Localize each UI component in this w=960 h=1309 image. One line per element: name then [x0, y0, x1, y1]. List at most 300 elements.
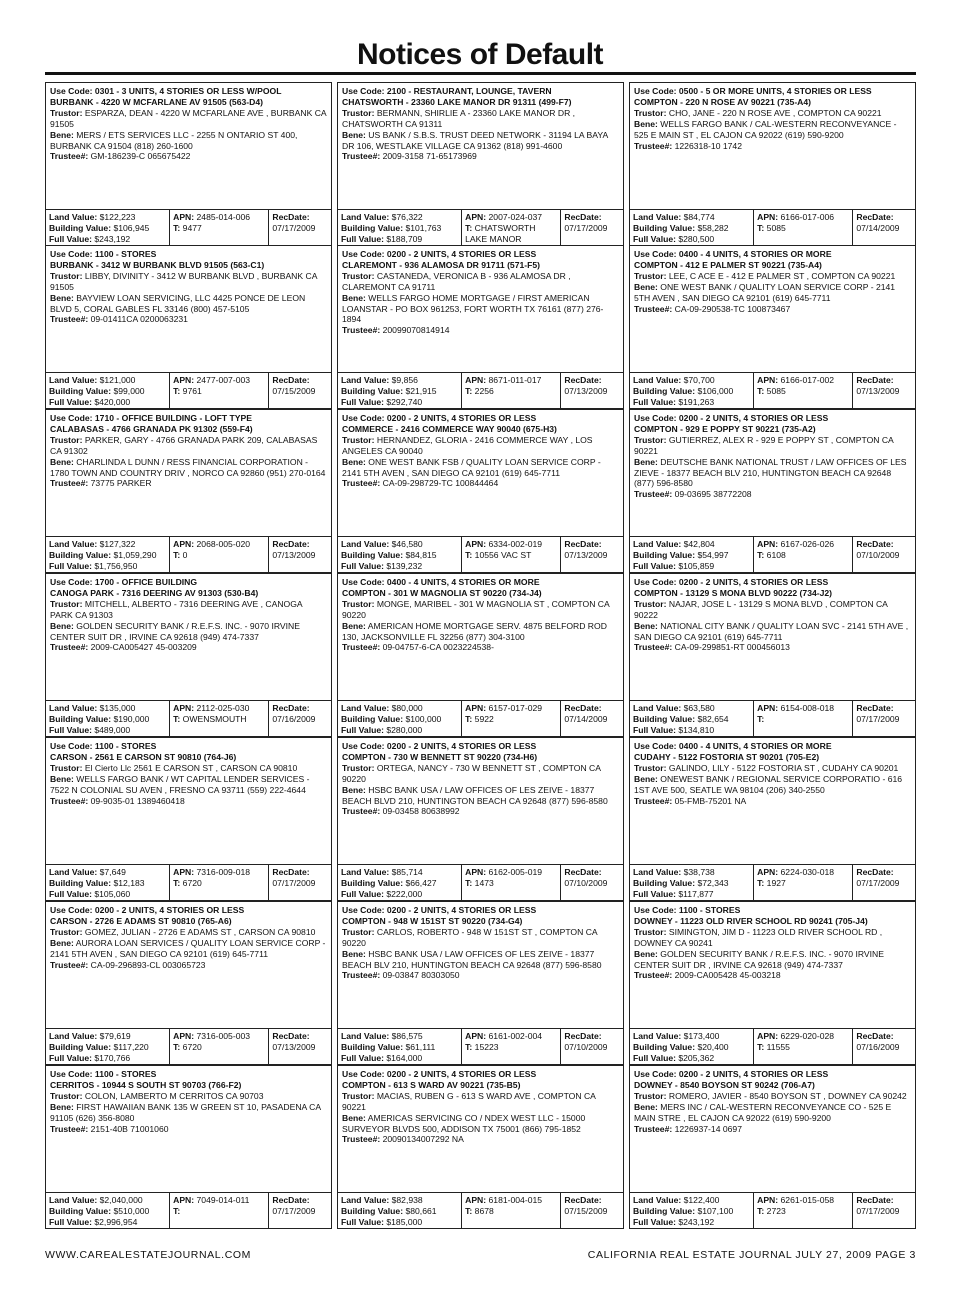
- notice-block: [45, 409, 332, 573]
- recdate-value: 07/17/2009: [856, 1205, 900, 1216]
- values-row: [46, 700, 331, 736]
- trustor-value: GOMEZ, JULIAN - 2726 E ADAMS ST , CARSON CA 90810: [82, 926, 316, 937]
- recdate-value: 07/10/2009: [856, 549, 900, 560]
- land-value-label: Land Value:: [49, 703, 98, 713]
- land-value-label: Land Value:: [49, 539, 98, 549]
- trustor-label: Trustor:: [50, 598, 83, 609]
- bene-value: BAYVIEW LOAN SERVICING, LLC 4425 PONCE DE LEON BLVD 5, CORAL GABLES FL 33146 (800) 457-5105: [50, 292, 306, 314]
- use-code: Use Code: 0400 - 4 UNITS, 4 STORIES OR MORE: [342, 577, 540, 587]
- building-value-label: Building Value:: [49, 1205, 112, 1216]
- trustee-label: Trustee#:: [634, 970, 673, 981]
- use-code: Use Code: 2100 - RESTAURANT, LOUNGE, TAVERN: [342, 86, 552, 96]
- t-label: T:: [757, 1041, 765, 1052]
- t-value: 2723: [764, 1205, 786, 1216]
- full-value: $191,263: [675, 396, 715, 407]
- notice-block: [629, 901, 916, 1065]
- trustee-label: Trustee#:: [634, 303, 673, 314]
- bene-value: FIRST HAWAIIAN BANK 135 W GREEN ST 10, PASADENA CA 91105 (626) 356-8080: [50, 1101, 321, 1123]
- t-label: T:: [173, 222, 181, 233]
- land-value: $79,619: [97, 1031, 131, 1041]
- full-value: $292,740: [383, 396, 423, 407]
- land-value: $63,580: [681, 703, 715, 713]
- apn-label: APN:: [465, 212, 487, 222]
- values-row: [46, 536, 331, 572]
- values-row: [630, 1028, 915, 1064]
- recdate-value: 07/16/2009: [272, 713, 316, 724]
- t-value: 5085: [764, 385, 786, 396]
- trustee-label: Trustee#:: [634, 489, 673, 500]
- t-label: T:: [173, 1205, 181, 1216]
- bene-value: NATIONAL CITY BANK / QUALITY LOAN SVC - 2141 5TH AVE , SAN DIEGO CA 92101 (619) 645-7711: [634, 620, 909, 642]
- notice-block: [629, 573, 916, 737]
- land-value: $9,856: [389, 375, 418, 385]
- full-value-label: Full Value:: [341, 1216, 384, 1227]
- building-value: $84,815: [403, 549, 437, 560]
- land-value-label: Land Value:: [341, 212, 390, 222]
- property-address: COMMERCE - 2416 COMMERCE WAY 90040 (675-H3): [342, 423, 557, 434]
- trustee-value: 2009-3158 71-65173969: [380, 151, 477, 162]
- bene-label: Bene:: [634, 948, 658, 959]
- building-value: $82,654: [695, 713, 729, 724]
- bene-label: Bene:: [342, 292, 366, 303]
- notice-block: [337, 901, 624, 1065]
- apn-label: APN:: [173, 375, 195, 385]
- trustee-value: 09-04757-6-CA 0023224538-: [380, 642, 494, 653]
- trustor-value: SIMINGTON, JIM D - 11223 OLD RIVER SCHOOL RD , DOWNEY CA 90241: [634, 926, 883, 948]
- apn-label: APN:: [757, 375, 779, 385]
- land-value: $122,223: [97, 212, 136, 222]
- building-value-label: Building Value:: [49, 549, 112, 560]
- trustor-label: Trustor:: [50, 762, 83, 773]
- apn-label: APN:: [757, 703, 779, 713]
- bene-value: ONE WEST BANK FSB / QUALITY LOAN SERVICE CORP - 2141 5TH AVEN , SAN DIEGO CA 92101 (619) 645-7711: [342, 456, 601, 478]
- bene-label: Bene:: [50, 456, 74, 467]
- building-value-label: Building Value:: [633, 1041, 696, 1052]
- notice-block: [337, 737, 624, 901]
- apn-value: 6229-020-028: [778, 1031, 835, 1041]
- apn-label: APN:: [173, 1195, 195, 1205]
- apn-value: 6334-002-019: [486, 539, 543, 549]
- building-value: $72,343: [695, 877, 729, 888]
- full-value-label: Full Value:: [633, 724, 676, 735]
- apn-label: APN:: [465, 1031, 487, 1041]
- recdate-label: RecDate:: [564, 212, 602, 222]
- land-value: $42,804: [681, 539, 715, 549]
- trustor-label: Trustor:: [50, 434, 83, 445]
- trustor-label: Trustor:: [634, 762, 667, 773]
- bene-label: Bene:: [342, 948, 366, 959]
- use-code: Use Code: 1710 - OFFICE BUILDING - LOFT TYPE: [50, 413, 252, 423]
- trustee-value: CA-09-296893-CL 003065723: [88, 959, 206, 970]
- trustee-value: 2009-CA005427 45-003209: [88, 642, 197, 653]
- notice-block: [629, 737, 916, 901]
- t-label: T:: [173, 877, 181, 888]
- land-value: $85,714: [389, 867, 423, 877]
- apn-value: 6154-008-018: [778, 703, 835, 713]
- notice-entry: [630, 902, 915, 1028]
- use-code: Use Code: 0301 - 3 UNITS, 4 STORIES OR LESS W/POOL: [50, 86, 282, 96]
- building-value: $101,763: [403, 222, 442, 233]
- apn-label: APN:: [757, 212, 779, 222]
- bene-label: Bene:: [342, 129, 366, 140]
- apn-value: 2485-014-006: [194, 212, 251, 222]
- trustee-value: 2009-CA005428 45-003218: [672, 970, 781, 981]
- use-code: Use Code: 0200 - 2 UNITS, 4 STORIES OR LESS: [342, 741, 537, 751]
- notice-entry: [630, 246, 915, 372]
- property-address: CANOGA PARK - 7316 DEERING AV 91303 (530-B4): [50, 587, 259, 598]
- trustee-value: 20090134007292 NA: [380, 1134, 464, 1145]
- recdate-label: RecDate:: [564, 1031, 602, 1041]
- t-label: T:: [173, 549, 181, 560]
- notice-block: [45, 901, 332, 1065]
- building-value-label: Building Value:: [341, 222, 404, 233]
- apn-value: 7316-005-003: [194, 1031, 251, 1041]
- bene-value: HSBC BANK USA / LAW OFFICES OF LES ZEIVE - 18377 BEACH BLVD 210, HUNTINGTON BEACH CA 92648 (877) 596-8580: [342, 784, 608, 806]
- trustee-value: CA-09-290538-TC 100873467: [672, 303, 791, 314]
- recdate-label: RecDate:: [856, 703, 894, 713]
- notice-entry: [46, 902, 331, 1028]
- building-value-label: Building Value:: [49, 713, 112, 724]
- full-value-label: Full Value:: [341, 888, 384, 899]
- recdate-label: RecDate:: [856, 375, 894, 385]
- full-value: $117,877: [675, 888, 714, 899]
- full-value: $205,362: [675, 1052, 715, 1063]
- values-row: [46, 1028, 331, 1064]
- recdate-value: 07/17/2009: [272, 877, 316, 888]
- notice-entry: [630, 574, 915, 700]
- notice-block: [337, 573, 624, 737]
- full-value-label: Full Value:: [341, 1052, 384, 1063]
- use-code: Use Code: 1100 - STORES: [50, 741, 157, 751]
- land-value-label: Land Value:: [341, 1031, 390, 1041]
- full-value: $243,192: [91, 233, 131, 244]
- building-value-label: Building Value:: [633, 1205, 696, 1216]
- full-value-label: Full Value:: [633, 1216, 676, 1227]
- building-value-label: Building Value:: [633, 222, 696, 233]
- trustor-value: MONGE, MARIBEL - 301 W MAGNOLIA ST , COMPTON CA 90220: [342, 598, 610, 620]
- apn-label: APN:: [465, 703, 487, 713]
- land-value-label: Land Value:: [633, 1195, 682, 1205]
- values-row: [630, 372, 915, 408]
- building-value: $54,997: [695, 549, 729, 560]
- trustee-label: Trustee#:: [342, 970, 381, 981]
- bene-value: GOLDEN SECURITY BANK / R.E.F.S. INC. - 9070 IRVINE CENTER SUIT DR , IRVINE CA 92618 (949) 474-7337: [50, 620, 300, 642]
- recdate-label: RecDate:: [564, 867, 602, 877]
- t-value: 0: [180, 549, 188, 560]
- recdate-value: 07/17/2009: [272, 222, 316, 233]
- t-value: 6720: [180, 877, 202, 888]
- building-value: $1,059,290: [111, 549, 157, 560]
- bene-value: WELLS FARGO BANK / CAL-WESTERN RECONVEYANCE - 525 E MAIN ST , EL CAJON CA 92022 (619) 590-9200: [634, 118, 897, 140]
- recdate-value: 07/10/2009: [564, 877, 608, 888]
- bene-label: Bene:: [634, 456, 658, 467]
- land-value-label: Land Value:: [341, 703, 390, 713]
- property-address: BURBANK - 4220 W MCFARLANE AV 91505 (563-D4): [50, 96, 263, 107]
- trustor-value: MACIAS, RUBEN G - 613 S WARD AVE , COMPTON CA 90221: [342, 1090, 596, 1112]
- trustee-label: Trustee#:: [634, 795, 673, 806]
- apn-label: APN:: [173, 1031, 195, 1041]
- recdate-value: 07/17/2009: [564, 222, 608, 233]
- use-code: Use Code: 1700 - OFFICE BUILDING: [50, 577, 198, 587]
- apn-value: 7316-009-018: [194, 867, 251, 877]
- recdate-value: 07/14/2009: [564, 713, 608, 724]
- use-code: Use Code: 0400 - 4 UNITS, 4 STORIES OR MORE: [634, 741, 832, 751]
- trustee-label: Trustee#:: [50, 478, 89, 489]
- property-address: COMPTON - 948 W 151ST ST 90220 (734-G4): [342, 915, 523, 926]
- values-row: [46, 864, 331, 900]
- trustee-value: 20099070814914: [380, 325, 450, 336]
- t-value: 8678: [472, 1205, 494, 1216]
- recdate-label: RecDate:: [272, 375, 310, 385]
- trustor-value: COLON, LAMBERTO M CERRITOS CA 90703: [82, 1090, 264, 1101]
- apn-value: 6166-017-006: [778, 212, 835, 222]
- trustee-label: Trustee#:: [634, 1123, 673, 1134]
- t-value: 6108: [764, 549, 786, 560]
- t-value: 9761: [180, 385, 202, 396]
- notice-block: [337, 409, 624, 573]
- t-value: 15223: [472, 1041, 499, 1052]
- notice-block: [337, 1065, 624, 1229]
- bene-value: MERS INC / CAL-WESTERN RECONVEYANCE CO - 525 E MAIN STRE , EL CAJON CA 92022 (619) 590-9200: [634, 1101, 892, 1123]
- land-value: $46,580: [389, 539, 423, 549]
- full-value: $280,000: [383, 724, 423, 735]
- notice-block: [45, 245, 332, 409]
- bene-label: Bene:: [634, 281, 658, 292]
- apn-label: APN:: [757, 539, 779, 549]
- recdate-value: 07/16/2009: [856, 1041, 900, 1052]
- trustee-value: 09-9035-01 1389460418: [88, 795, 185, 806]
- full-value: $105,060: [91, 888, 131, 899]
- building-value: $106,000: [695, 385, 734, 396]
- property-address: CARSON - 2561 E CARSON ST 90810 (764-J6): [50, 751, 237, 762]
- land-value-label: Land Value:: [633, 867, 682, 877]
- land-value: $7,649: [97, 867, 126, 877]
- trustor-label: Trustor:: [342, 926, 375, 937]
- trustor-label: Trustor:: [342, 1090, 375, 1101]
- t-value: OWENSMOUTH: [180, 713, 247, 724]
- trustor-label: Trustor:: [50, 926, 83, 937]
- trustor-label: Trustor:: [50, 270, 83, 281]
- full-value-label: Full Value:: [49, 888, 92, 899]
- building-value: $117,220: [111, 1041, 149, 1052]
- t-label: T:: [465, 877, 473, 888]
- trustee-value: CA-09-298729-TC 100844464: [380, 478, 499, 489]
- bene-label: Bene:: [50, 620, 74, 631]
- trustee-label: Trustee#:: [342, 642, 381, 653]
- notice-entry: [630, 83, 915, 209]
- t-label: T:: [465, 222, 473, 233]
- building-value: $99,000: [111, 385, 145, 396]
- property-address: CARSON - 2726 E ADAMS ST 90810 (765-A6): [50, 915, 232, 926]
- page-title: Notices of Default: [356, 38, 604, 71]
- land-value: $127,322: [97, 539, 136, 549]
- property-address: COMPTON - 730 W BENNETT ST 90220 (734-H6): [342, 751, 538, 762]
- use-code: Use Code: 0200 - 2 UNITS, 4 STORIES OR LESS: [342, 413, 537, 423]
- notice-block: [337, 82, 624, 246]
- land-value-label: Land Value:: [341, 1195, 390, 1205]
- trustee-label: Trustee#:: [634, 642, 673, 653]
- title-rule: [45, 72, 916, 75]
- use-code: Use Code: 1100 - STORES: [634, 905, 741, 915]
- footer-website: WWW.CAREALESTATEJOURNAL.COM: [45, 1249, 251, 1261]
- property-address: DOWNEY - 11223 OLD RIVER SCHOOL RD 90241 (705-J4): [634, 915, 868, 926]
- land-value-label: Land Value:: [341, 867, 390, 877]
- trustor-value: GALINDO, LILY - 5122 FOSTORIA ST , CUDAHY CA 90201: [666, 762, 899, 773]
- t-label: T:: [757, 549, 765, 560]
- building-value: $510,000: [111, 1205, 150, 1216]
- apn-label: APN:: [173, 867, 195, 877]
- building-value-label: Building Value:: [341, 1041, 404, 1052]
- bene-value: ONEWEST BANK / REGIONAL SERVICE CORPORATIO - 616 1ST AVE 500, SEATLE WA 98104 (206) 340-2550: [634, 773, 903, 795]
- bene-label: Bene:: [342, 1112, 366, 1123]
- property-address: COMPTON - 301 W MAGNOLIA ST 90220 (734-J4): [342, 587, 542, 598]
- trustor-value: ESPARZA, DEAN - 4220 W MCFARLANE AVE , BURBANK CA 91505: [50, 107, 327, 129]
- building-value: $12,183: [111, 877, 145, 888]
- trustee-label: Trustee#:: [342, 1134, 381, 1145]
- use-code: Use Code: 0200 - 2 UNITS, 4 STORIES OR LESS: [634, 413, 829, 423]
- apn-value: 8671-011-017: [486, 375, 542, 385]
- apn-value: 6167-026-026: [778, 539, 835, 549]
- trustor-label: Trustor:: [50, 1090, 83, 1101]
- building-value-label: Building Value:: [633, 713, 696, 724]
- building-value: $100,000: [403, 713, 442, 724]
- property-address: COMPTON - 613 S WARD AV 90221 (735-B5): [342, 1079, 521, 1090]
- bene-value: CHARLINDA L DUNN / RESS FINANCIAL CORPORATION - 1780 TOWN AND COUNTRY DRIV , NORCO CA 92860 (951) 270-0164: [50, 456, 326, 478]
- land-value: $173,400: [681, 1031, 720, 1041]
- notice-entry: [46, 83, 331, 209]
- recdate-label: RecDate:: [272, 1195, 310, 1205]
- t-label: T:: [465, 1205, 473, 1216]
- trustor-value: CASTANEDA, VERONICA B - 936 ALAMOSA DR , CLAREMONT CA 91711: [342, 270, 571, 292]
- t-label: T:: [173, 713, 181, 724]
- bene-value: GOLDEN SECURITY BANK / R.E.F.S. INC. - 9070 IRVINE CENTER SUIT DR , IRVINE CA 92618 (949) 474-7337: [634, 948, 884, 970]
- bene-label: Bene:: [634, 118, 658, 129]
- building-value: $21,915: [403, 385, 437, 396]
- t-label: T:: [173, 1041, 181, 1052]
- land-value: $86,575: [389, 1031, 423, 1041]
- trustor-label: Trustor:: [342, 434, 375, 445]
- use-code: Use Code: 0400 - 4 UNITS, 4 STORIES OR MORE: [634, 249, 832, 259]
- trustor-value: NAJAR, JOSE L - 13129 S MONA BLVD , COMPTON CA 90222: [634, 598, 888, 620]
- full-value-label: Full Value:: [49, 1052, 92, 1063]
- t-value: 5922: [472, 713, 494, 724]
- building-value: $58,282: [695, 222, 729, 233]
- notice-entry: [630, 410, 915, 536]
- full-value-label: Full Value:: [633, 1052, 676, 1063]
- apn-value: 6224-030-018: [778, 867, 835, 877]
- apn-value: 6261-015-058: [778, 1195, 835, 1205]
- full-value-label: Full Value:: [49, 233, 92, 244]
- bene-value: US BANK / S.B.S. TRUST DEED NETWORK - 31194 LA BAYA DR 106, WESTLAKE VILLAGE CA 91362 (818) 991-4600: [342, 129, 608, 151]
- building-value-label: Building Value:: [49, 222, 112, 233]
- apn-label: APN:: [173, 539, 195, 549]
- bene-value: HSBC BANK USA / LAW OFFICES OF LES ZEIVE - 18377 BEACH BLV 210, HUNTINGTON BEACH CA 92648 (877) 596-8580: [342, 948, 602, 970]
- trustor-label: Trustor:: [634, 1090, 667, 1101]
- notice-block: [45, 573, 332, 737]
- full-value: $164,000: [383, 1052, 423, 1063]
- apn-label: APN:: [173, 703, 195, 713]
- property-address: COMPTON - 13129 S MONA BLVD 90222 (734-J2): [634, 587, 833, 598]
- full-value-label: Full Value:: [341, 396, 384, 407]
- bene-label: Bene:: [50, 129, 74, 140]
- land-value: $70,700: [681, 375, 715, 385]
- trustor-value: CHO, JANE - 220 N ROSE AVE , COMPTON CA 90221: [666, 107, 882, 118]
- t-value: 2256: [472, 385, 494, 396]
- recdate-value: 07/13/2009: [856, 385, 900, 396]
- trustor-value: LIBBY, DIVINITY - 3412 W BURBANK BLVD , BURBANK CA 91505: [50, 270, 317, 292]
- trustee-value: 1226937-14 0697: [672, 1123, 742, 1134]
- apn-label: APN:: [757, 867, 779, 877]
- recdate-label: RecDate:: [856, 1195, 894, 1205]
- trustee-label: Trustee#:: [50, 642, 89, 653]
- use-code: Use Code: 0200 - 2 UNITS, 4 STORIES OR LESS: [634, 577, 829, 587]
- full-value-label: Full Value:: [633, 560, 676, 571]
- recdate-label: RecDate:: [564, 1195, 602, 1205]
- bene-label: Bene:: [342, 784, 366, 795]
- trustee-value: 05-FMB-75201 NA: [672, 795, 747, 806]
- trustor-value: El Cierto Llc 2561 E CARSON ST , CARSON CA 90810: [82, 762, 298, 773]
- full-value: $170,766: [91, 1052, 131, 1063]
- apn-label: APN:: [465, 867, 487, 877]
- building-value-label: Building Value:: [633, 385, 696, 396]
- values-row: [338, 1028, 623, 1064]
- trustee-value: CA-09-299851-RT 000456013: [672, 642, 790, 653]
- t-value: 11555: [764, 1041, 790, 1052]
- notice-block: [629, 409, 916, 573]
- property-address: CALABASAS - 4766 GRANADA PK 91302 (559-F4): [50, 423, 253, 434]
- bene-label: Bene:: [634, 1101, 658, 1112]
- t-label: T:: [757, 713, 765, 724]
- trustee-value: 09-03847 80303050: [380, 970, 460, 981]
- land-value-label: Land Value:: [49, 1195, 98, 1205]
- building-value: $106,945: [111, 222, 150, 233]
- trustor-label: Trustor:: [634, 926, 667, 937]
- building-value-label: Building Value:: [49, 877, 112, 888]
- apn-value: 2477-007-003: [194, 375, 251, 385]
- building-value-label: Building Value:: [341, 1205, 404, 1216]
- trustee-label: Trustee#:: [50, 314, 89, 325]
- land-value: $2,040,000: [97, 1195, 143, 1205]
- t-value: CHATSWORTH LAKE MANOR: [465, 222, 536, 244]
- land-value-label: Land Value:: [49, 212, 98, 222]
- apn-value: 2007-024-037: [486, 212, 543, 222]
- building-value: $20,400: [695, 1041, 729, 1052]
- building-value-label: Building Value:: [341, 385, 404, 396]
- full-value-label: Full Value:: [341, 560, 384, 571]
- notice-block: [629, 245, 916, 409]
- notice-block: [45, 1065, 332, 1229]
- trustor-value: ORTEGA, NANCY - 730 W BENNETT ST , COMPTON CA 90220: [342, 762, 601, 784]
- trustor-label: Trustor:: [634, 270, 667, 281]
- bene-label: Bene:: [50, 773, 74, 784]
- values-row: [338, 864, 623, 900]
- values-row: [338, 209, 623, 245]
- building-value: $190,000: [111, 713, 150, 724]
- trustee-value: 09-03458 80638992: [380, 806, 460, 817]
- recdate-value: 07/15/2009: [564, 1205, 608, 1216]
- full-value-label: Full Value:: [633, 888, 676, 899]
- trustee-label: Trustee#:: [342, 806, 381, 817]
- building-value-label: Building Value:: [49, 385, 112, 396]
- notice-block: [45, 737, 332, 901]
- building-value: $61,111: [403, 1041, 436, 1052]
- values-row: [46, 209, 331, 245]
- bene-label: Bene:: [50, 1101, 74, 1112]
- t-label: T:: [465, 549, 473, 560]
- bene-label: Bene:: [342, 620, 366, 631]
- use-code: Use Code: 0200 - 2 UNITS, 4 STORIES OR LESS: [50, 905, 245, 915]
- t-value: 5085: [764, 222, 786, 233]
